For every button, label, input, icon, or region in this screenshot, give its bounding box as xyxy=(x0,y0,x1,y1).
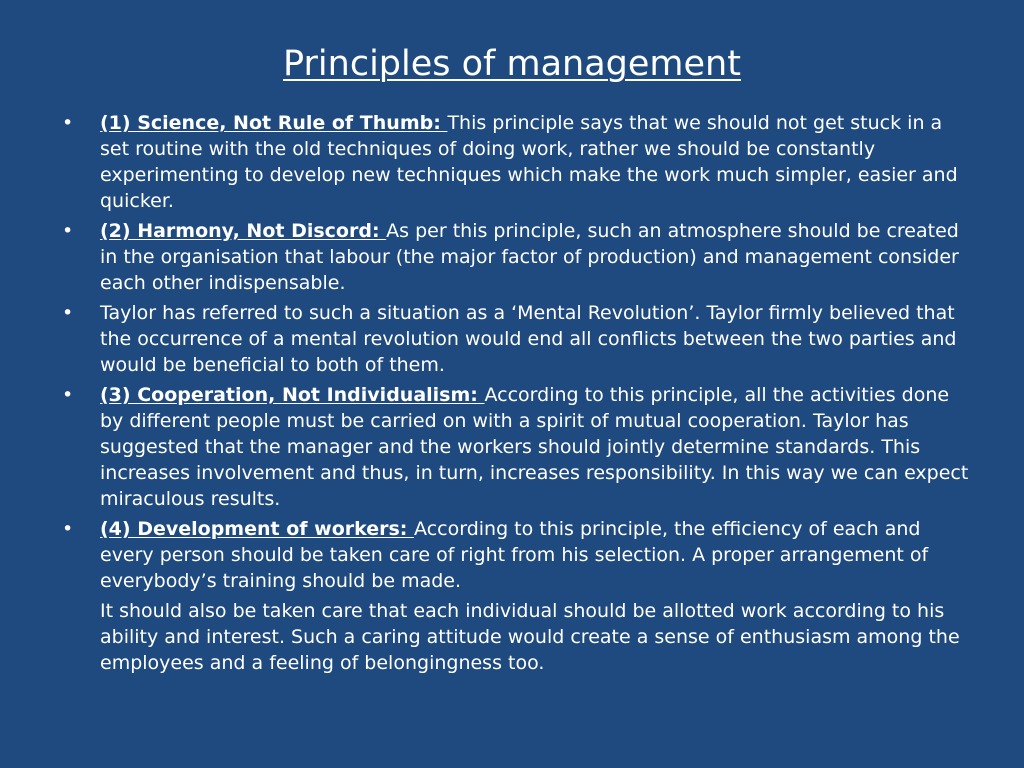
bullet-heading: (1) Science, Not Rule of Thumb: xyxy=(100,112,448,134)
bullet-dot-icon: • xyxy=(62,302,74,324)
bullet-text: According to this principle, the efficiency of each and every person should be taken care of right from his selection. A proper arrangement of everybody’s training should be made. xyxy=(100,518,929,592)
bullet-item-2 xyxy=(60,218,970,296)
bullet-text: As per this principle, such an atmosphere should be created in the organisation that labour (the major factor of production) and management consider each other indispensable. xyxy=(100,220,959,294)
bullet-heading: (3) Cooperation, Not Individualism: xyxy=(100,384,485,406)
bullet-dot-icon: • xyxy=(62,384,74,406)
bullet-dot-icon: • xyxy=(62,220,74,242)
slide-content xyxy=(60,110,970,676)
closing-paragraph: It should also be taken care that each individual should be allotted work according to his ability and interest. Such a caring attitude would create a sense of enthusiasm among the employees and a feeling of belongingness too. xyxy=(100,600,960,674)
bullet-item-5 xyxy=(60,516,970,594)
bullet-item-1 xyxy=(60,110,970,214)
bullet-item-3 xyxy=(60,300,970,378)
bullet-heading: (4) Development of workers: xyxy=(100,518,415,540)
bullet-item-4 xyxy=(60,382,970,512)
bullet-text: According to this principle, all the activities done by different people must be carried on with a spirit of mutual cooperation. Taylor has suggested that the manager and the workers should jointly determine standards. This increases involvement and thus, in turn, increases responsibility. In this way we can expect miraculous results. xyxy=(100,384,969,510)
bullet-dot-icon: • xyxy=(62,518,74,540)
bullet-text: Taylor has referred to such a situation as a ‘Mental Revolution’. Taylor firmly believed that the occurrence of a mental revolution would end all conflicts between the two parties and would be beneficial to both of them. xyxy=(100,302,957,376)
bullet-dot-icon: • xyxy=(62,112,74,134)
bullet-text: This principle says that we should not get stuck in a set routine with the old techniques of doing work, rather we should be constantly experimenting to develop new techniques which make the work much simpler, easier and quicker. xyxy=(100,112,958,212)
slide-title: Principles of management xyxy=(283,44,741,84)
bullet-heading: (2) Harmony, Not Discord: xyxy=(100,220,387,242)
